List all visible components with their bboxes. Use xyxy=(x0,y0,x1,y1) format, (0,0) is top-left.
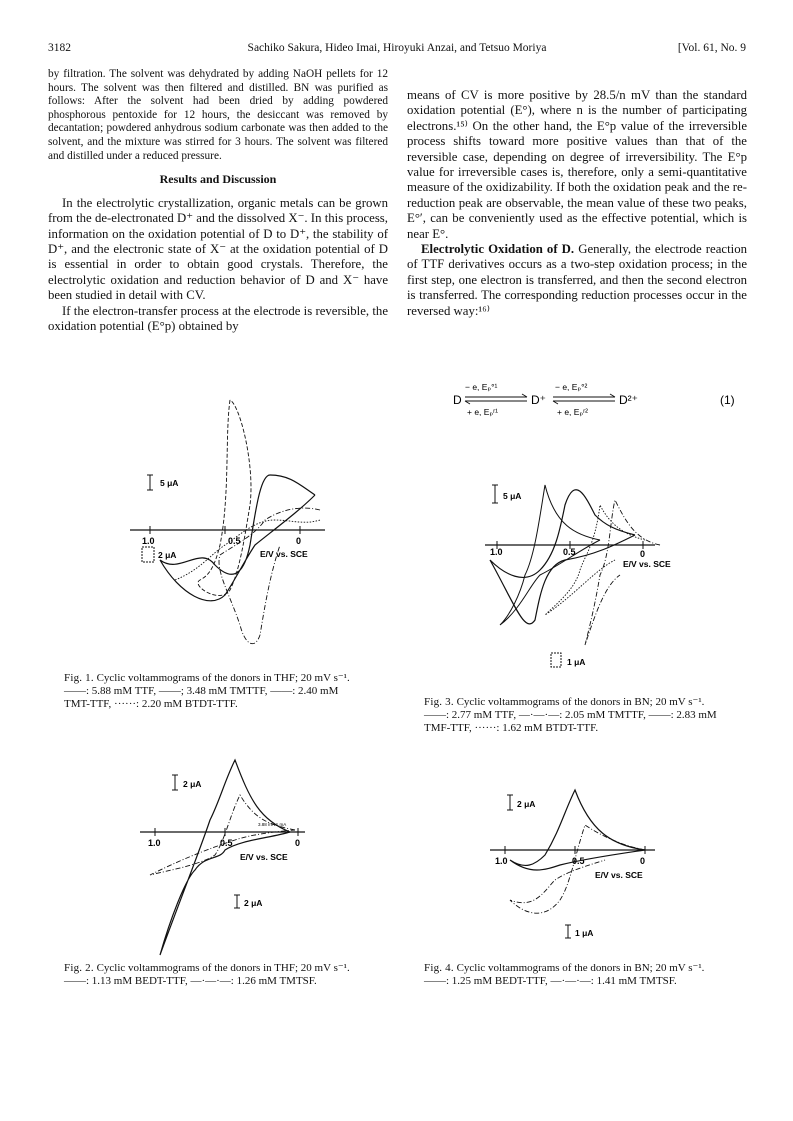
section-heading: Results and Discussion xyxy=(159,172,277,187)
fig4-caption-legend: ——: 1.25 mM BEDT-TTF, —·—·—: 1.41 mM TMTSF. xyxy=(424,975,677,987)
oxidation-text: Generally, the electrode reaction of TTF derivatives occurs as a two-step oxidation process; in the first step, one electron is transferred, and then the second electron is transferred. The corresponding reduction processes occur in the reversed way:¹⁶⁾ xyxy=(407,242,747,318)
fig2-tick-right: 0 xyxy=(295,838,301,848)
figure-4 xyxy=(490,790,720,950)
fig3-caption-text: Cyclic voltammograms of the donors in BN; 20 mV s⁻¹. xyxy=(456,696,705,708)
fig2-caption-text: Cyclic voltammograms of the donors in THF; 20 mV s⁻¹. xyxy=(96,962,350,974)
fig3-tick-right: 0 xyxy=(640,549,646,559)
fig4-caption xyxy=(424,962,739,988)
fig1-scale-mid: 2 μA xyxy=(158,550,177,560)
fig1-tick-left: 1.0 xyxy=(142,536,155,546)
eq-label-bot1: + e, Eₚʳ¹ xyxy=(467,407,498,417)
methods-paragraph: by filtration. The solvent was dehydrated by adding NaOH pellets for 12 hours. The solvent was then filtered and distilled. BN was purified as follows: After the solvent had been dried by adding powdered phosphorous pentoxide for 12 hours, the desiccant was removed by decantation; powdered anhydrous sodium carbonate was then added to the solvent, and the mixture was stirred for 3 hours. The solvent was filtered and distilled under a reduced pressure. xyxy=(48,68,388,162)
fig1-tick-mid: 0.5 xyxy=(228,536,241,546)
fig3-caption xyxy=(424,696,739,735)
equation-1 xyxy=(415,380,745,420)
fig4-tick-left: 1.0 xyxy=(495,856,508,866)
fig3-tick-mid: 0.5 xyxy=(563,547,576,557)
fig1-tick-right: 0 xyxy=(296,536,302,546)
fig4-scale-top: 2 μA xyxy=(517,799,536,809)
fig2-caption-legend: ——: 1.13 mM BEDT-TTF, —·—·—: 1.26 mM TMTSF. xyxy=(64,975,317,987)
eq-species-dplus: D⁺ xyxy=(531,393,546,407)
fig2-scale-top: 2 μA xyxy=(183,779,202,789)
fig3-tick-left: 1.0 xyxy=(490,547,503,557)
eq-label-bot2: + e, Eₚʳ² xyxy=(557,407,588,417)
fig4-caption-text: Cyclic voltammograms of the donors in BN; 20 mV s⁻¹. xyxy=(456,962,705,974)
fig4-tick-mid: 0.5 xyxy=(572,856,585,866)
cv-paragraph: means of CV is more positive by 28.5/n mV than the standard oxidation potential (E°), where n is the number of participating electrons.¹⁵⁾ On the other hand, the E°p value of the irreversible process shifts toward more positive values than that of the reversible case, depending on degree of irreversibility. The E°p value for irreversible cases is, therefore, only a semi-quantitative measure of the oxidizability. If both the oxidation peak and the re-reduction peak are observable, the mean value of these two peaks, E°′, can be conveniently used as the effective potential, which is near E°. xyxy=(407,88,747,241)
fig1-scale-top: 5 μA xyxy=(160,478,179,488)
fig4-axis-label: E/V vs. SCE xyxy=(595,870,643,880)
fig2-inset: 3.88 mA 1 mA xyxy=(258,822,287,827)
fig3-caption-legend: ——: 2.77 mM TTF, —·—·—: 2.05 mM TMTTF, ——: 2.83 mM TMF-TTF, ······: 1.62 mM BTDT-TTF. xyxy=(424,709,717,734)
fig2-tick-mid: 0.5 xyxy=(220,838,233,848)
results-paragraph-1: In the electrolytic crystallization, organic metals can be grown from the de-electronated D⁺ and the dissolved X⁻. In this process, information on the oxidation potential of D to D⁺, the stability of D⁺, and the electronic state of X⁻ at the oxidation potential of D is essential in order to obtain good crystals. Therefore, the electrolytic oxidation and reduction behavior of D and X⁻ have been studied in detail with CV. xyxy=(48,195,388,303)
fig4-tick-right: 0 xyxy=(640,856,646,866)
fig2-tick-left: 1.0 xyxy=(148,838,161,848)
figure-2 xyxy=(140,760,370,960)
results-paragraph-2: If the electron-transfer process at the electrode is reversible, the oxidation potential (E°p) obtained by xyxy=(48,303,388,333)
figure-3 xyxy=(485,475,725,685)
oxidation-paragraph xyxy=(407,242,747,319)
running-header xyxy=(48,42,746,58)
author-line: Sachiko Sakura, Hideo Imai, Hiroyuki Anzai, and Tetsuo Moriya xyxy=(247,42,547,54)
right-column xyxy=(407,88,747,319)
fig1-caption-legend: ——: 5.88 mM TTF, ——; 3.48 mM TMTTF, ——: 2.40 mM TMT-TTF, ······: 2.20 mM BTDT-TTF. xyxy=(64,685,339,710)
fig1-caption-head: Fig. 1. xyxy=(64,672,94,684)
fig3-scale-bottom: 1 μA xyxy=(567,657,586,667)
volume-label: [Vol. 61, No. 9 xyxy=(677,42,746,54)
run-in-heading: Electrolytic Oxidation of D. xyxy=(421,242,575,257)
fig2-axis-label: E/V vs. SCE xyxy=(240,852,288,862)
fig2-scale-bottom: 2 μA xyxy=(244,898,263,908)
eq-species-d: D xyxy=(453,393,462,407)
left-column xyxy=(48,68,388,334)
fig1-axis-label: E/V vs. SCE xyxy=(260,549,308,559)
fig1-caption-text: Cyclic voltammograms of the donors in THF; 20 mV s⁻¹. xyxy=(96,672,350,684)
fig4-scale-bottom: 1 μA xyxy=(575,928,594,938)
fig3-axis-label: E/V vs. SCE xyxy=(623,559,671,569)
page-number: 3182 xyxy=(48,42,71,54)
fig4-caption-head: Fig. 4. xyxy=(424,962,454,974)
fig2-caption xyxy=(64,962,364,988)
fig3-scale-top: 5 μA xyxy=(503,491,522,501)
fig1-caption xyxy=(64,672,364,711)
figure-1 xyxy=(130,395,360,665)
eq-label-top2: − e, Eₚ°² xyxy=(555,382,588,392)
fig2-caption-head: Fig. 2. xyxy=(64,962,94,974)
eq-number: (1) xyxy=(720,393,735,407)
fig3-caption-head: Fig. 3. xyxy=(424,696,454,708)
eq-label-top1: − e, Eₚ°¹ xyxy=(465,382,498,392)
eq-species-d2plus: D²⁺ xyxy=(619,393,638,407)
